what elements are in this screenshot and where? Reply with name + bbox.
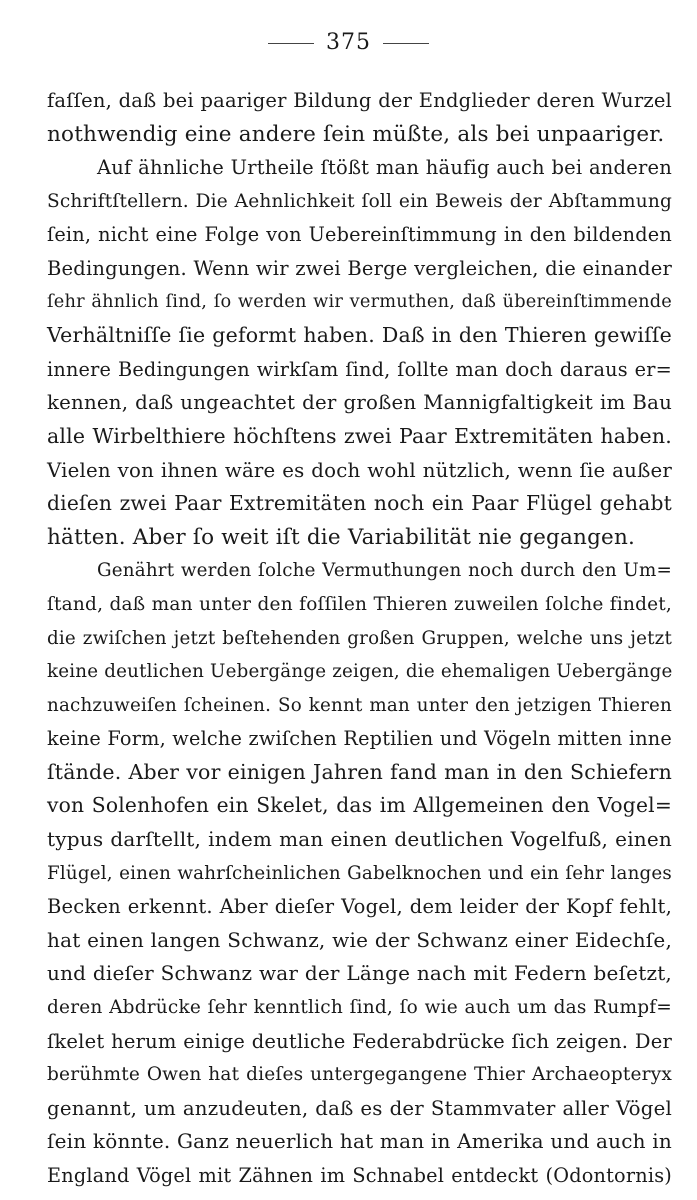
text-line: ſtand, daß man unter den foſſilen Thieren zuweilen ſolche findet, [47,593,672,615]
text-line: faſſen, daß bei paariger Bildung der Endglieder deren Wurzel [47,89,672,112]
text-line: Flügel, einen wahrſcheinlichen Gabelknochen und ein ſehr langes [47,862,672,884]
text-line: England Vögel mit Zähnen im Schnabel entdeckt (Odontornis) [47,1164,672,1187]
text-line: alle Wirbelthiere höchſtens zwei Paar Extremitäten haben. [47,423,672,448]
text-line: Genährt werden ſolche Vermuthungen noch durch den Um= [97,560,672,582]
text-line: ſein, nicht eine Folge von Uebereinſtimmung in den bildenden [47,223,672,247]
text-line: von Solenhofen ein Skelet, das im Allgemeinen den Vogel= [47,793,672,818]
text-line: Verhältniſſe ſie geformt haben. Daß in den Thieren gewiſſe [47,323,672,348]
text-line: berühmte Owen hat dieſes untergegangene Thier Archaeopteryx [47,1064,672,1086]
page-number: 375 [326,30,371,55]
text-line: Becken erkennt. Aber dieſer Vogel, dem leider der Kopf fehlt, [47,895,672,919]
text-line: dieſen zwei Paar Extremitäten noch ein Paar Flügel gehabt [47,491,672,516]
text-line: Vielen von ihnen wäre es doch wohl nützlich, wenn ſie außer [47,458,672,482]
text-line: Auf ähnliche Urtheile ſtößt man häufig auch bei anderen [97,156,672,180]
header-rule-right [383,43,429,44]
body-text [47,84,672,1193]
text-line: ſkelet herum einige deutliche Federabdrücke ſich zeigen. Der [47,1029,672,1053]
text-line: typus darſtellt, indem man einen deutlichen Vogelfuß, einen [47,827,672,852]
text-line: deren Abdrücke ſehr kenntlich ſind, ſo wie auch um das Rumpf= [47,997,672,1019]
text-line: kennen, daß ungeachtet der großen Mannigfaltigkeit im Bau [47,391,672,415]
text-line: hätten. Aber ſo weit iſt die Variabilität nie gegangen. [47,524,636,550]
text-line: ſehr ähnlich ſind, ſo werden wir vermuthen, daß übereinſtimmende [47,291,672,312]
text-line: nachzuweiſen ſcheinen. So kennt man unter den jetzigen Thieren [47,694,672,716]
text-line: hat einen langen Schwanz, wie der Schwanz einer Eidechſe, [47,927,672,952]
text-line: die zwiſchen jetzt beſtehenden großen Gruppen, welche uns jetzt [47,627,672,649]
text-line: ſtände. Aber vor einigen Jahren fand man in den Schiefern [47,759,672,784]
text-line: und dieſer Schwanz war der Länge nach mit Federn beſetzt, [47,961,672,986]
text-line: ſein könnte. Ganz neuerlich hat man in Amerika und auch in [47,1129,672,1154]
text-line: Bedingungen. Wenn wir zwei Berge vergleichen, die einander [47,256,672,280]
text-line: nothwendig eine andere ſein müßte, als bei unpaariger. [47,121,665,147]
text-line: innere Bedingungen wirkſam ſind, ſollte man doch daraus er= [47,357,672,381]
text-line: keine Form, welche zwiſchen Reptilien und Vögeln mitten inne [47,727,672,751]
text-line: keine deutlichen Uebergänge zeigen, die ehemaligen Uebergänge [47,661,673,683]
header-rule-left [268,43,314,44]
text-line: genannt, um anzudeuten, daß es der Stammvater aller Vögel [47,1096,672,1120]
text-line: Schriftſtellern. Die Aehnlichkeit ſoll ein Beweis der Abſtammung [47,190,672,212]
page-header [0,30,697,55]
